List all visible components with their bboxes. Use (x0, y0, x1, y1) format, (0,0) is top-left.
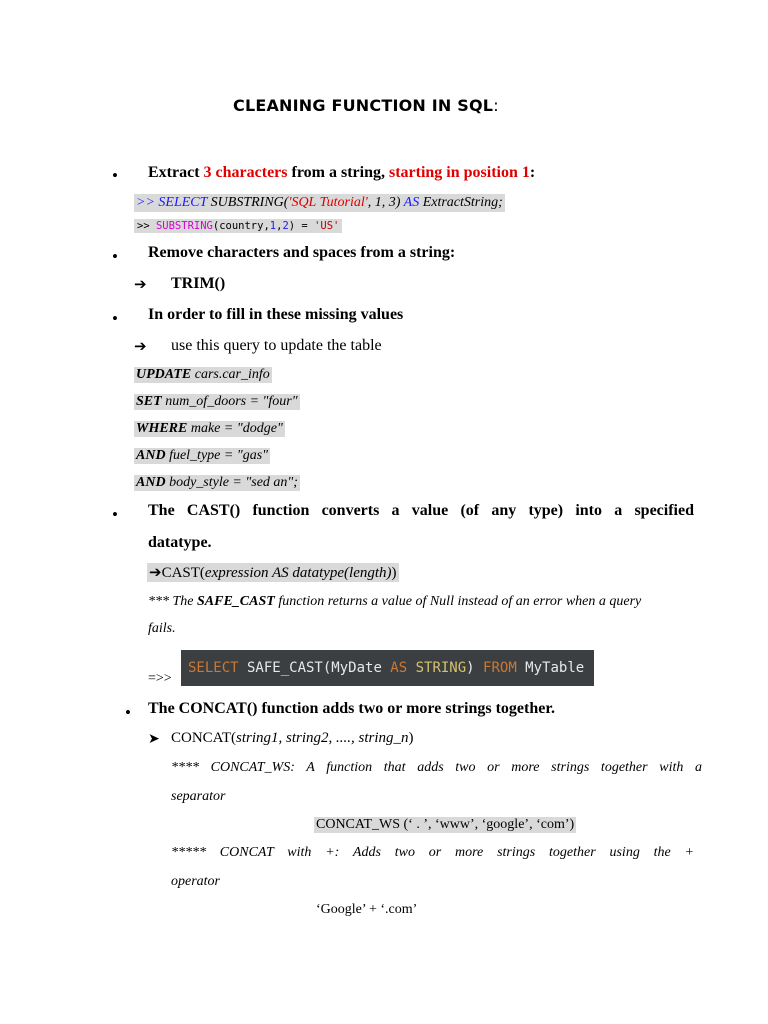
sql-and-body-line: AND body_style = "sed an"; (136, 475, 298, 490)
substring-country-code: >> SUBSTRING(country,1,2) = 'US' (134, 219, 342, 233)
item-fill-heading: In order to fill in these missing values (148, 306, 404, 323)
page-title: CLEANING FUNCTION IN SQL: (233, 96, 499, 115)
safe-cast-note-line1: *** The SAFE_CAST function returns a value of Null instead of an error when a query (148, 594, 642, 609)
concat-plus-note-line2: operator (171, 874, 220, 889)
item-extract-heading: Extract 3 characters from a string, starting in position 1: (148, 164, 536, 181)
concat-ws-note-line1: **** CONCAT_WS: A function that adds two or more strings together with a (171, 760, 702, 775)
bullet: • (112, 505, 118, 524)
safe-cast-note-line2: fails. (148, 621, 176, 636)
concat-plus-example: ‘Google’ + ‘.com’ (316, 902, 418, 917)
cast-syntax: ➔CAST(expression AS datatype(length)) (149, 563, 397, 581)
safe-cast-code-block: SELECT SAFE_CAST(MyDate AS STRING) FROM MyTable (181, 650, 594, 686)
concat-plus-note-line1: ***** CONCAT with +: Adds two or more strings together using the + (171, 845, 694, 860)
arrowhead-icon: ➤ (148, 732, 160, 747)
concat-syntax: CONCAT(string1, string2, ...., string_n) (171, 730, 414, 746)
cast-description-line2: datatype. (148, 534, 212, 551)
bullet: • (125, 703, 131, 722)
substring-example-code: >> SELECT SUBSTRING('SQL Tutorial', 1, 3) AS ExtractString; (136, 195, 503, 210)
concat-ws-example: CONCAT_WS (‘ . ’, ‘www’, ‘google’, ‘com’) (316, 817, 575, 832)
sql-and-fuel-line: AND fuel_type = "gas" (136, 448, 269, 463)
bullet: • (112, 166, 118, 185)
item-remove-heading: Remove characters and spaces from a string: (148, 244, 456, 261)
sql-update-line: UPDATE cars.car_info (136, 367, 270, 382)
arrow-icon: ➔ (134, 337, 147, 355)
bullet: • (112, 247, 118, 266)
arrow-text: =>> (148, 671, 172, 686)
cast-description-line1: The CAST() function converts a value (of any type) into a specified (148, 502, 694, 519)
update-query-note: use this query to update the table (171, 337, 382, 354)
sql-where-line: WHERE make = "dodge" (136, 421, 283, 436)
arrow-icon: ➔ (134, 275, 147, 293)
sql-set-line: SET num_of_doors = "four" (136, 394, 298, 409)
arrow-icon: ➔ (149, 563, 162, 581)
concat-heading: The CONCAT() function adds two or more strings together. (148, 700, 555, 717)
trim-function: TRIM() (171, 275, 226, 292)
concat-ws-note-line2: separator (171, 789, 226, 804)
bullet: • (112, 309, 118, 328)
